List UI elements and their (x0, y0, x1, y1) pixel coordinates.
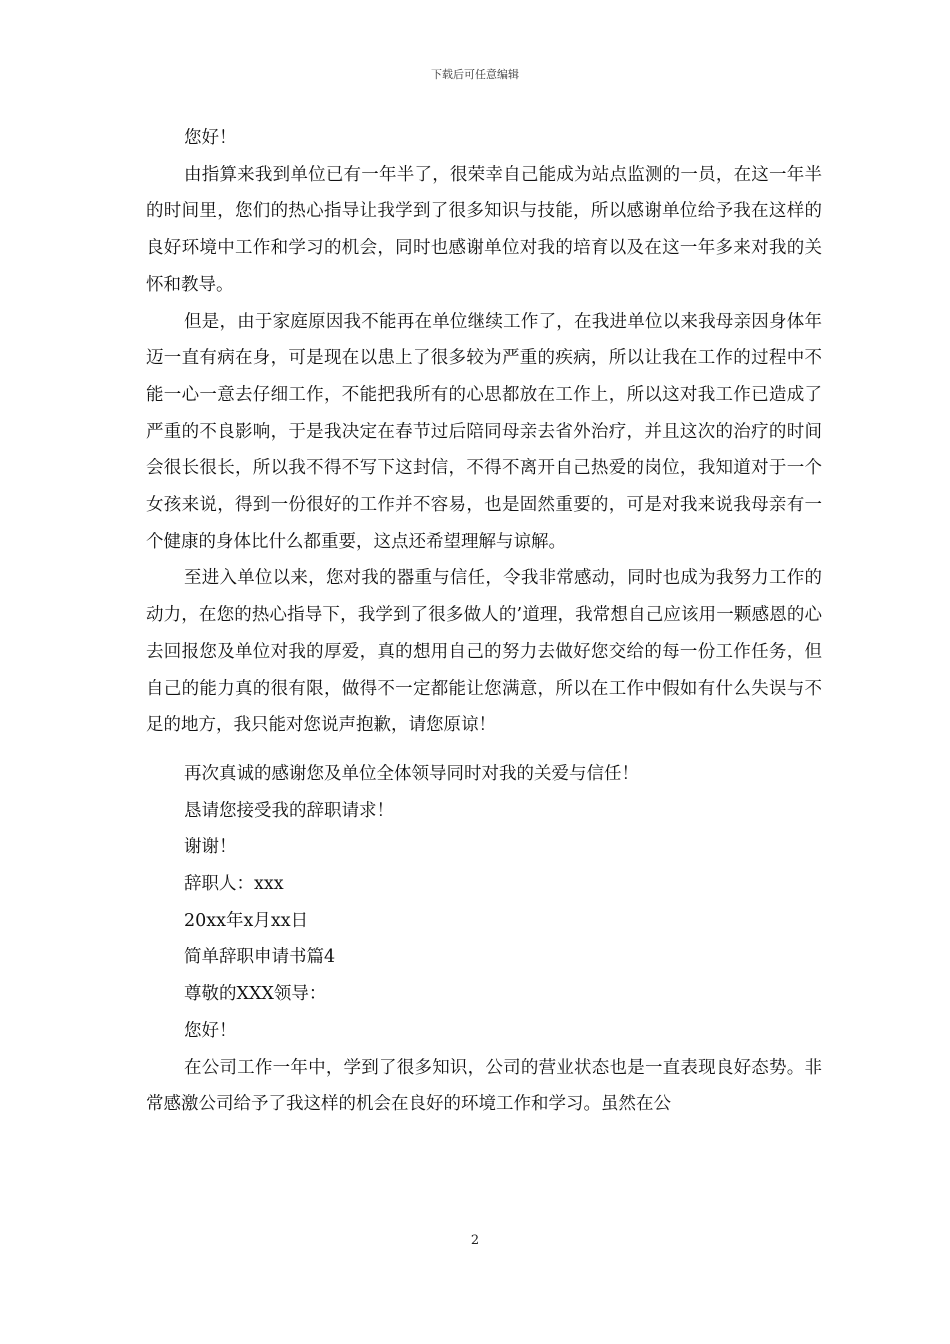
spacer (146, 744, 822, 756)
closing-thanks-again: 再次真诚的感谢您及单位全体领导同时对我的关爱与信任！ (184, 763, 639, 784)
paragraph-1: 由指算来我到单位已有一年半了，很荣幸自己能成为站点监测的一员，在这一年半的时间里，您们的热心指导让我学到了很多知识与技能，所以感谢单位给予我在这样的良好环境中工作和学习的机会，同时也感谢单位对我的培育以及在这一年多来对我的关怀和教导。 (146, 164, 822, 295)
page-number: 2 (470, 1233, 480, 1248)
closing-thank-you: 谢谢！ (184, 837, 237, 858)
salutation: 尊敬的XXX领导： (184, 984, 327, 1005)
paragraph-4: 在公司工作一年中，学到了很多知识，公司的营业状态也是一直表现良好态势。非常感激公司给予了我这样的机会在良好的环境工作和学习。虽然在公 (146, 1057, 822, 1115)
date-line: 20xx年x月xx日 (184, 910, 309, 931)
page-header: 下载后可任意编辑 (431, 68, 519, 81)
paragraph-3: 至进入单位以来，您对我的器重与信任，令我非常感动，同时也成为我努力工作的动力，在您的热心指导下，我学到了很多做人的’道理，我常想自己应该用一颗感恩的心去回报您及单位对我的厚爱，真的想用自己的努力去做好您交给的每一份工作任务，但自己的能力真的很有限，做得不一定都能让您满意，所以在工作中假如有什么失误与不足的地方，我只能对您说声抱歉，请您原谅！ (146, 568, 822, 736)
greeting: 您好！ (184, 128, 237, 148)
closing-request: 恳请您接受我的辞职请求！ (184, 800, 394, 821)
greeting-2: 您好！ (184, 1020, 237, 1041)
document-body (146, 120, 822, 1123)
section-title: 简单辞职申请书篇4 (184, 947, 336, 968)
signer-line: 辞职人：xxx (184, 874, 284, 895)
paragraph-2: 但是，由于家庭原因我不能再在单位继续工作了，在我进单位以来我母亲因身体年迈一直有病在身，可是现在以患上了很多较为严重的疾病，所以让我在工作的过程中不能一心一意去仔细工作，不能把我所有的心思都放在工作上，所以这对我工作已造成了严重的不良影响，于是我决定在春节过后陪同母亲去省外治疗，并且这次的治疗的时间会很长很长，所以我不得不写下这封信，不得不离开自己热爱的岗位，我知道对于一个女孩来说，得到一份很好的工作并不容易，也是固然重要的，可是对我来说我母亲有一个健康的身体比什么都重要，这点还希望理解与谅解。 (146, 311, 822, 552)
